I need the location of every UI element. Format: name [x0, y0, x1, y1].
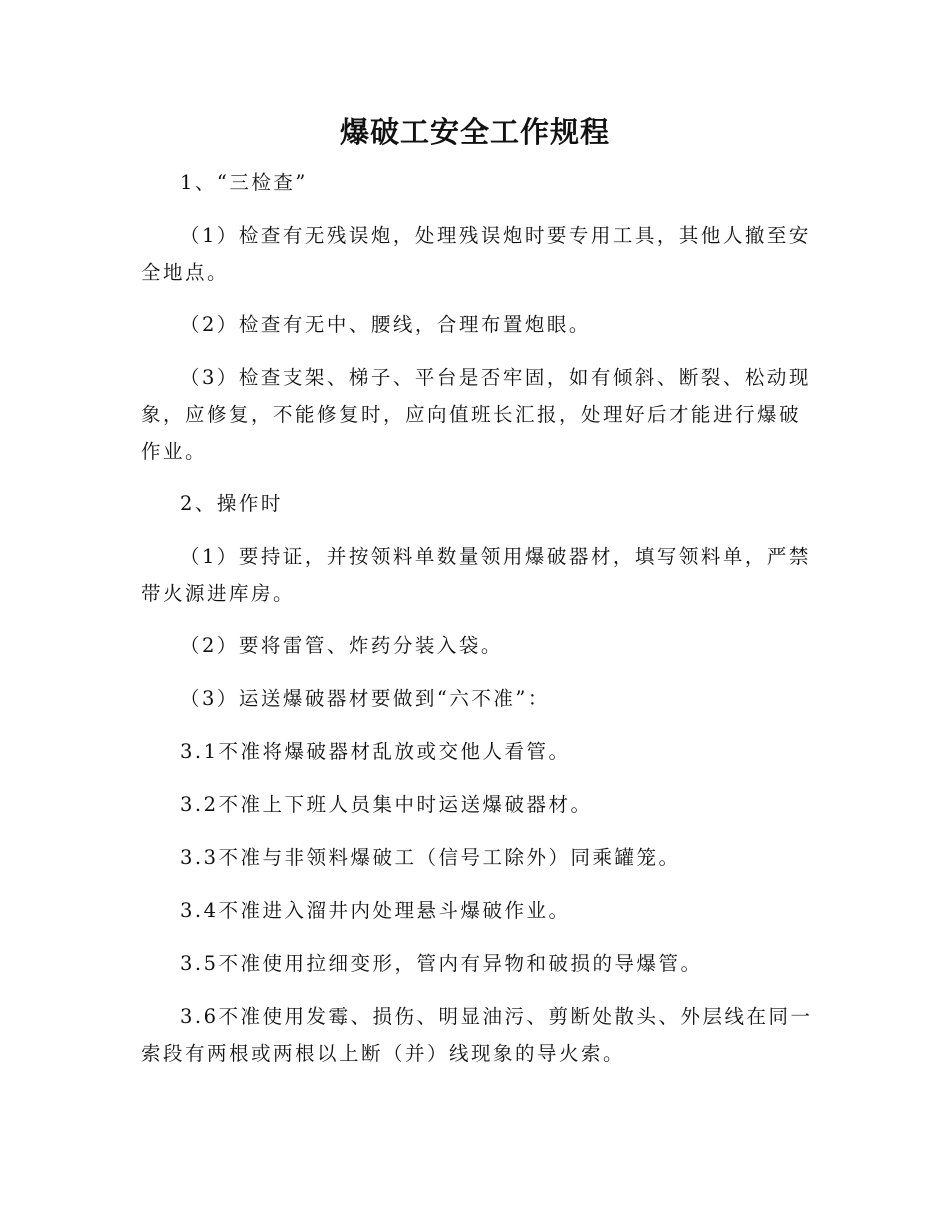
section-heading-operation: 2、操作时	[180, 492, 283, 515]
paragraph-operation-2: （2）要将雷管、炸药分装入袋。	[180, 634, 503, 657]
section-heading-three-checks: 1、“三检查”	[180, 171, 308, 194]
list-item-rule-3-2: 3.2不准上下班人员集中时运送爆破器材。	[180, 793, 593, 816]
document-title: 爆破工安全工作规程	[339, 115, 610, 149]
paragraph-operation-1: （1）要持证，并按领料单数量领用爆破器材，填写领料单，严禁带火源进库房。	[141, 545, 811, 605]
paragraph-check-3: （3）检查支架、梯子、平台是否牢固，如有倾斜、断裂、松动现象，应修复，不能修复时，应向值班长汇报，处理好后才能进行爆破作业。	[141, 366, 811, 463]
paragraph-operation-3: （3）运送爆破器材要做到“六不准”：	[180, 687, 550, 710]
paragraph-check-2: （2）检查有无中、腰线，合理布置炮眼。	[180, 313, 591, 336]
paragraph-check-1: （1）检查有无残误炮，处理残误炮时要专用工具，其他人撤至安全地点。	[141, 224, 811, 284]
list-item-rule-3-1: 3.1不准将爆破器材乱放或交他人看管。	[180, 740, 571, 763]
list-item-rule-3-5: 3.5不准使用拉细变形，管内有异物和破损的导爆管。	[180, 952, 703, 975]
list-item-rule-3-4: 3.4不准进入溜井内处理悬斗爆破作业。	[180, 899, 571, 922]
list-item-rule-3-6: 3.6不准使用发霉、损伤、明显油污、剪断处散头、外层线在同一索段有两根或两根以上断（并）线现象的导火索。	[141, 1005, 813, 1065]
list-item-rule-3-3: 3.3不准与非领料爆破工（信号工除外）同乘罐笼。	[180, 846, 681, 869]
